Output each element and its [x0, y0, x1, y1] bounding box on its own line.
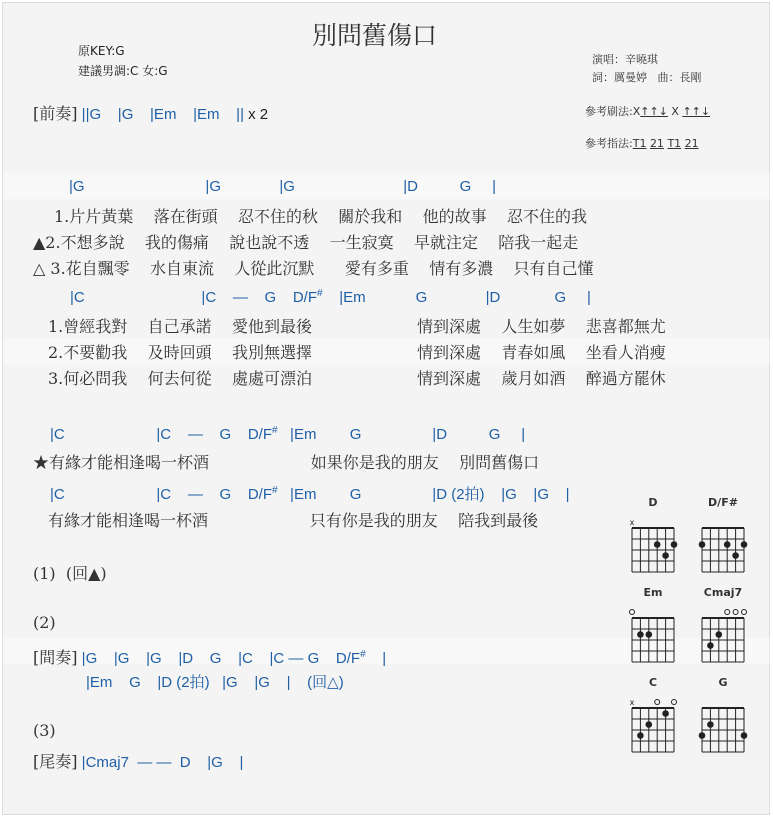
finger-dot — [646, 631, 653, 638]
pick-t1-b: T1 — [667, 137, 682, 150]
singer-credit: 演唱：辛曉琪 — [592, 53, 658, 66]
chorus-chords-2a: |C |C — G D/F — [50, 486, 272, 503]
prechorus-chords-b: |Em G |D G | — [322, 289, 591, 306]
chorus-chords-1a: |C |C — G D/F — [50, 426, 272, 443]
pick-label: 參考指法: — [585, 137, 633, 150]
prechorus-lyric-3: 3.何必問我 何去何從 處處可漂泊 — [48, 369, 312, 388]
pick-pattern — [585, 135, 699, 151]
intro-repeat: x 2 — [243, 106, 269, 123]
outro-label: [尾奏] — [33, 752, 78, 771]
chord-diagram-D — [630, 498, 678, 572]
chord-diagram-name: C — [648, 676, 658, 689]
intro-chords: ||G |G |Em |Em || — [81, 106, 244, 123]
chorus-chords-1 — [50, 425, 525, 443]
prechorus-lyric-2: 2.不要勸我 及時回頭 我別無選擇 — [48, 343, 312, 362]
open-string-mark — [733, 610, 738, 615]
prechorus-chords — [70, 288, 591, 306]
chord-diagram-C — [630, 676, 677, 752]
finger-dot — [671, 541, 678, 548]
pick-21-b: 21 — [684, 137, 699, 150]
open-string-mark — [655, 700, 660, 705]
intro-label: [前奏] — [33, 104, 78, 123]
finger-dot — [646, 721, 653, 728]
pick-t1-a: T1 — [632, 137, 647, 150]
strum-x: X — [671, 105, 679, 118]
prechorus-chords-a: |C |C — G D/F — [70, 289, 317, 306]
open-string-mark — [630, 610, 635, 615]
intro-line — [33, 101, 268, 124]
chord-diagram-name: G — [718, 676, 728, 689]
muted-string-mark: x — [629, 518, 635, 527]
chord-diagram-G — [699, 676, 748, 752]
original-key: 原KEY:G — [78, 44, 125, 58]
suggested-key: 建議男調:C 女:G — [78, 64, 168, 78]
chorus-chords-2 — [50, 483, 570, 504]
interlude-line — [33, 645, 386, 668]
section-1-label: (1) (回▲) — [33, 564, 107, 583]
writer-credit: 詞：厲曼婷 曲：長剛 — [592, 71, 702, 84]
interlude-end: | — [365, 650, 387, 667]
muted-string-mark: x — [629, 698, 635, 707]
finger-dot — [724, 541, 731, 548]
verse-lyric-3: △ 3.花自飄零 水自東流 人從此沉默 愛有多重 情有多濃 只有自己懂 — [33, 259, 594, 278]
chord-diagram-name: D/F# — [708, 498, 738, 509]
finger-dot — [637, 732, 644, 739]
chorus-chords-2b: |Em G |D (2拍) |G |G | — [277, 486, 570, 503]
open-string-mark — [742, 610, 747, 615]
finger-dot — [707, 642, 714, 649]
finger-dot — [707, 721, 714, 728]
chord-diagram-Em — [630, 586, 675, 662]
prechorus-lyric-3b: 情到深處 歲月如酒 醉過方罷休 — [417, 369, 666, 388]
interlude-line-2: |Em G |D (2拍) |G |G | (回△) — [86, 674, 344, 691]
chord-diagram-name: Cmaj7 — [703, 586, 743, 599]
outro-chords: |Cmaj7 — — D |G | — [77, 754, 244, 771]
chord-diagram-Cmaj7 — [702, 586, 747, 662]
strum-arrows: ↑↑↓ — [640, 105, 668, 118]
chord-diagram-name: Em — [643, 586, 663, 599]
finger-dot — [716, 631, 723, 638]
chord-diagram-D-Fsharp — [699, 498, 748, 572]
chorus-lyric-1: ★有緣才能相逢喝一杯酒 如果你是我的朋友 別問舊傷口 — [33, 453, 540, 472]
finger-dot — [732, 552, 739, 559]
outro-line — [33, 749, 243, 772]
finger-dot — [741, 541, 748, 548]
strum-label: 參考刷法:X — [585, 105, 641, 118]
strum-pattern — [585, 103, 710, 119]
chord-diagrams — [620, 498, 755, 758]
strum-arrows-2: ↑↑↓ — [682, 105, 711, 118]
prechorus-lyric-2b: 情到深處 青春如風 坐看人消瘦 — [417, 343, 666, 362]
sharp-sign: # — [317, 288, 323, 299]
verse-chords: |G |G |G |D G | — [69, 178, 497, 195]
pick-21-a: 21 — [649, 137, 664, 150]
sharp-sign: # — [360, 649, 366, 660]
chorus-chords-1b: |Em G |D G | — [277, 426, 526, 443]
finger-dot — [637, 631, 644, 638]
prechorus-lyric-1: 1.曾經我對 自己承諾 愛他到最後 — [48, 317, 312, 336]
interlude-chords: |G |G |G |D G |C |C — G D/F — [77, 650, 361, 667]
finger-dot — [662, 710, 669, 717]
open-string-mark — [725, 610, 730, 615]
finger-dot — [654, 541, 661, 548]
interlude-label: [間奏] — [33, 648, 78, 667]
section-3-label: (3) — [33, 721, 56, 740]
chorus-lyric-2: 有緣才能相逢喝一杯酒 只有你是我的朋友 陪我到最後 — [48, 511, 539, 530]
sharp-sign: # — [271, 485, 278, 496]
finger-dot — [662, 552, 669, 559]
finger-dot — [741, 732, 748, 739]
verse-lyric-2: ▲2.不想多說 我的傷痛 說也說不透 一生寂寞 早就注定 陪我一起走 — [33, 233, 579, 252]
open-string-mark — [672, 700, 677, 705]
finger-dot — [699, 732, 706, 739]
finger-dot — [699, 541, 706, 548]
section-2-label: (2) — [33, 613, 56, 632]
sharp-sign: # — [271, 425, 278, 436]
prechorus-lyric-1b: 情到深處 人生如夢 悲喜都無尤 — [417, 317, 666, 336]
verse-lyric-1: 1.片片黃葉 落在街頭 忍不住的秋 關於我和 他的故事 忍不住的我 — [54, 207, 587, 226]
chord-diagram-name: D — [648, 498, 658, 509]
song-title: 別問舊傷口 — [312, 21, 438, 50]
